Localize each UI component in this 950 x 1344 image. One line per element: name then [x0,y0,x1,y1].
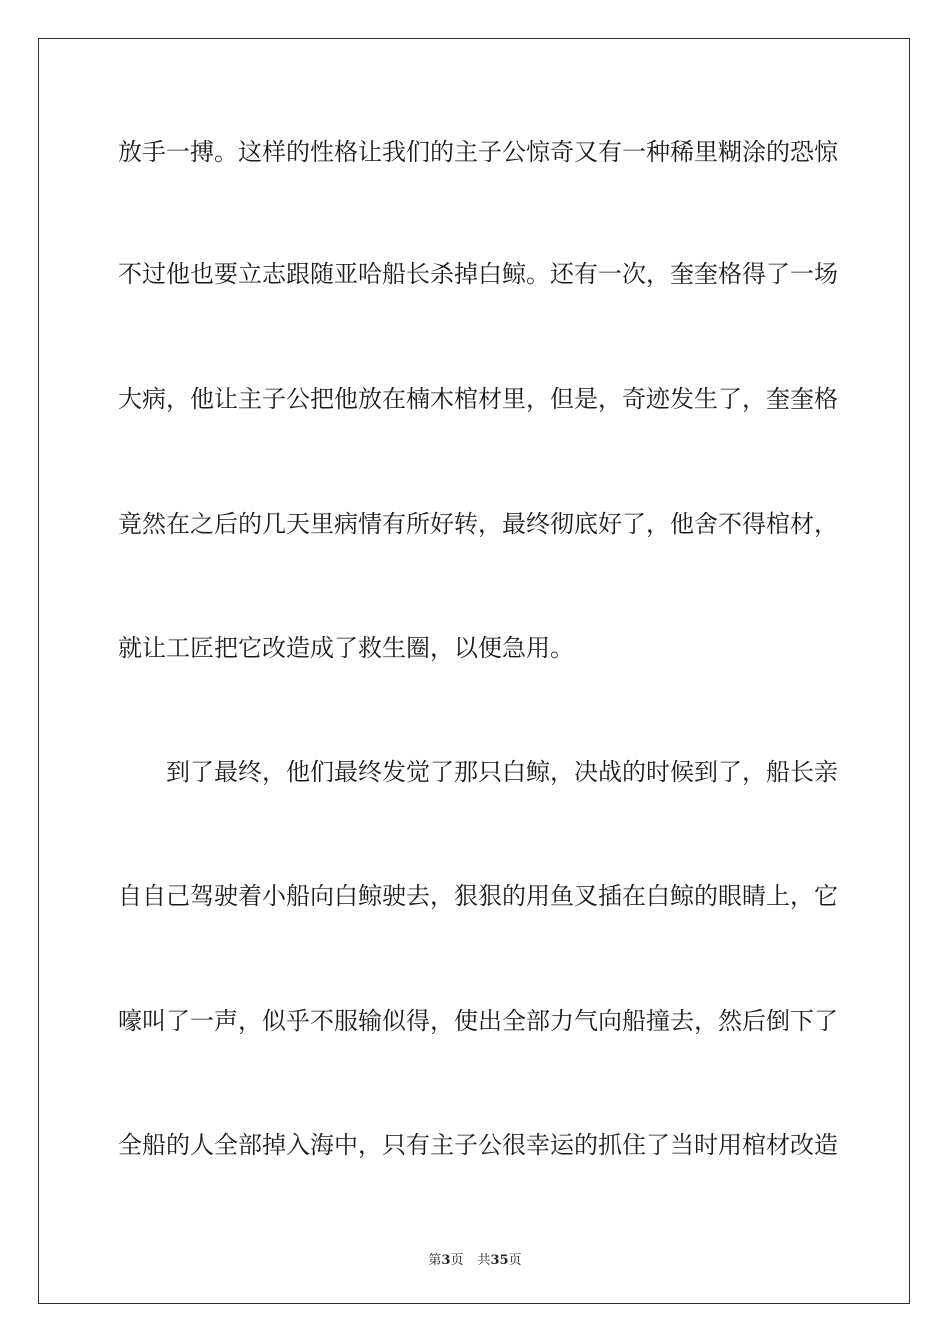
total-pages: 35 [490,1253,509,1268]
text-line: 到了最终，他们最终发觉了那只白鲸，决战的时候到了，船长亲 [166,758,838,786]
total-suffix: 页 [508,1253,522,1268]
page-number: 3 [441,1253,451,1268]
text-line: 自自己驾驶着小船向白鲸驶去，狠狠的用鱼叉插在白鲸的眼睛上，它 [118,882,838,910]
text-line: 不过他也要立志跟随亚哈船长杀掉白鲸。还有一次，奎奎格得了一场 [118,260,838,288]
text-line: 竟然在之后的几天里病情有所好转，最终彻底好了，他舍不得棺材， [118,510,838,538]
page-border [38,38,910,1304]
text-line: 大病，他让主子公把他放在楠木棺材里，但是，奇迹发生了，奎奎格 [118,385,838,413]
page-suffix: 页 [450,1253,464,1268]
text-line: 嚎叫了一声，似乎不服输似得，使出全部力气向船撞去，然后倒下了 [118,1007,838,1035]
total-prefix: 共 [477,1253,491,1268]
page-footer [0,1249,950,1268]
page-prefix: 第 [428,1253,442,1268]
text-line: 放手一搏。这样的性格让我们的主子公惊奇又有一种稀里糊涂的恐惊 [118,138,838,166]
text-line: 就让工匠把它改造成了救生圈，以便急用。 [118,634,574,662]
text-line: 全船的人全部掉入海中，只有主子公很幸运的抓住了当时用棺材改造 [118,1131,838,1159]
